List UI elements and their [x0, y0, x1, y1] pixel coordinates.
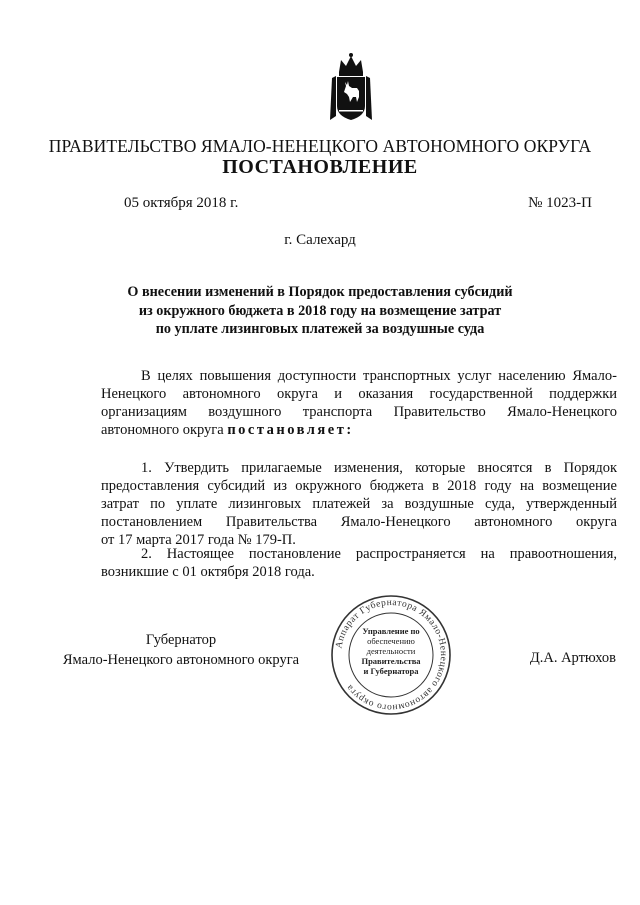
document-city: г. Салехард: [284, 232, 356, 248]
stamp-ring-text: Аппарат Губернатора Ямало-Ненецкого автономного округа: [334, 597, 449, 713]
document-date: 05 октября 2018 г.: [124, 195, 239, 211]
clause-1-paragraph: [101, 459, 617, 549]
document-number: № 1023-П: [528, 195, 592, 211]
title-line: О внесении изменений в Порядок предоставления субсидий: [127, 284, 513, 300]
paragraph-line: 1. Утвердить прилагаемые изменения, которые вносятся в Порядок: [141, 460, 617, 476]
paragraph-line: затрат по уплате лизинговых платежей за воздушные суда, утвержденный: [101, 496, 617, 512]
organization-name: ПРАВИТЕЛЬСТВО ЯМАЛО-НЕНЕЦКОГО АВТОНОМНОГО ОКРУГА: [48, 136, 592, 156]
preamble-paragraph: [101, 367, 617, 439]
stamp-line: Правительства: [361, 656, 421, 666]
document-type: ПОСТАНОВЛЕНИЕ: [222, 156, 418, 178]
paragraph-line: [101, 421, 617, 439]
title-line: из окружного бюджета в 2018 году на возмещение затрат: [138, 302, 502, 319]
stamp-line: и Губернатора: [363, 666, 419, 676]
paragraph-line: 2. Настоящее постановление распространяется на правоотношения,: [141, 546, 617, 562]
stamp-line: деятельности: [366, 646, 416, 656]
resolution-keyword: постановляет:: [227, 422, 354, 438]
paragraph-line: В целях повышения доступности транспортных услуг населению Ямало-: [141, 368, 617, 384]
stamp-line: обеспечению: [367, 636, 415, 646]
paragraph-text: автономного округа: [101, 422, 224, 438]
signatory-title: [0, 630, 362, 670]
paragraph-line: предоставления субсидий из окружного бюджета в 2018 году на возмещение: [101, 478, 617, 494]
signatory-title-line: Ямало-Ненецкого автономного округа: [62, 652, 300, 668]
signatory-title-line: Губернатор: [145, 632, 217, 648]
clause-2-paragraph: [101, 545, 617, 581]
coat-of-arms-yanao-icon: [326, 50, 376, 122]
paragraph-line: возникшие с 01 октября 2018 года.: [101, 564, 315, 580]
stamp-line: Управление по: [362, 626, 420, 636]
paragraph-line: организациям воздушного транспорта Правительство Ямало-Ненецкого: [101, 404, 617, 420]
paragraph-line: Ненецкого автономного округа и оказания государственной поддержки: [101, 386, 617, 402]
stamp-inner-text: [357, 626, 425, 676]
paragraph-line: постановлением Правительства Ямало-Ненецкого автономного округа: [101, 514, 617, 530]
paragraph-line: от 17 марта 2017 года № 179-П.: [101, 532, 296, 548]
title-line: по уплате лизинговых платежей за воздушные суда: [155, 321, 485, 337]
signatory-name: Д.А. Артюхов: [529, 650, 616, 666]
document-title: [0, 283, 640, 339]
